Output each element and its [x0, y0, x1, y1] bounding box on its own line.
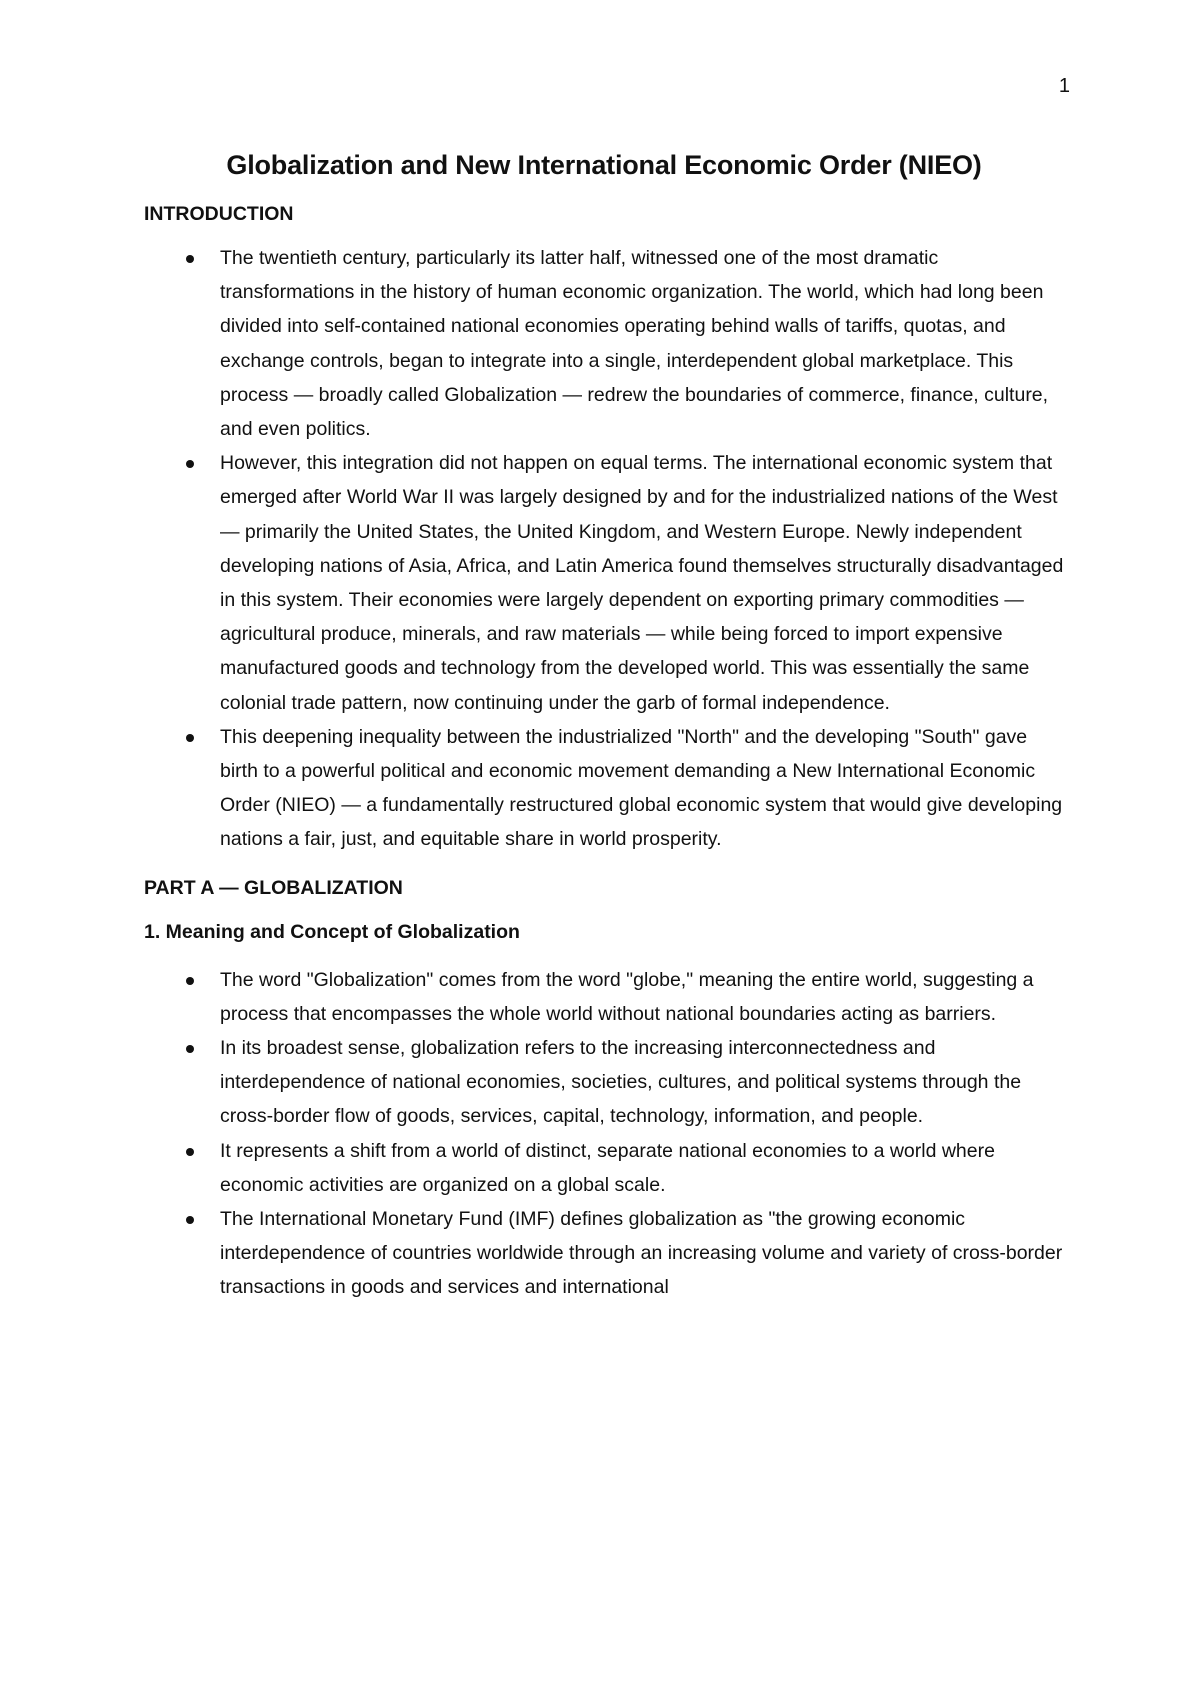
introduction-heading: INTRODUCTION — [144, 203, 294, 225]
part-a-heading: PART A — GLOBALIZATION — [144, 876, 403, 899]
list-item-text: This deepening inequality between the industrialized "North" and the developing "South" gave birth to a powerful political and economic movement demanding a New International Economic Order (NIEO) — a fundamentally restructured global economic system that would give developing nations a fair, just, and equitable share in world prosperity. — [220, 725, 1063, 851]
bullet-icon — [186, 1148, 194, 1156]
list-item-text: It represents a shift from a world of distinct, separate national economies to a world where economic activities are organized on a global scale. — [220, 1139, 995, 1196]
bullet-icon — [186, 734, 194, 742]
list-item — [144, 1134, 1064, 1202]
list-item-text: The twentieth century, particularly its latter half, witnessed one of the most dramatic transformations in the history of human economic organization. The world, which had long been divided into self-contained national economies operating behind walls of tariffs, quotas, and exchange controls, began to integrate into a single, interdependent global marketplace. This process — broadly called Globalization — redrew the boundaries of commerce, finance, culture, and even politics. — [220, 247, 1049, 441]
list-item-text: The International Monetary Fund (IMF) defines globalization as "the growing economic interdependence of countries worldwide through an increasing volume and variety of cross-border transactions in goods and services and international — [220, 1208, 1063, 1299]
section-1-heading: 1. Meaning and Concept of Globalization — [144, 920, 520, 943]
page-number: 1 — [1058, 75, 1070, 97]
introduction-list — [144, 241, 1064, 857]
list-item — [144, 1202, 1064, 1305]
list-item — [144, 720, 1064, 857]
list-item — [144, 963, 1064, 1031]
list-item-text: In its broadest sense, globalization refers to the increasing interconnectedness and interdependence of national economies, societies, cultures, and political systems through the cross-border flow of goods, services, capital, technology, information, and people. — [220, 1037, 1022, 1128]
bullet-icon — [186, 1045, 194, 1053]
document-title: Globalization and New International Economic Order (NIEO) — [226, 150, 982, 180]
bullet-icon — [186, 977, 194, 985]
list-item — [144, 241, 1064, 446]
section-1-list — [144, 963, 1064, 1305]
bullet-icon — [186, 255, 194, 263]
list-item — [144, 446, 1064, 720]
list-item — [144, 1031, 1064, 1134]
document-body — [144, 145, 1064, 1305]
list-item-text: The word "Globalization" comes from the word "globe," meaning the entire world, suggesting a process that encompasses the whole world without national boundaries acting as barriers. — [220, 968, 1034, 1025]
bullet-icon — [186, 460, 194, 468]
bullet-icon — [186, 1216, 194, 1224]
list-item-text: However, this integration did not happen on equal terms. The international economic system that emerged after World War II was largely designed by and for the industrialized nations of the West — primarily the United States, the United Kingdom, and Western Europe. Newly independent developing nations of Asia, Africa, and Latin America found themselves structurally disadvantaged in this system. Their economies were largely dependent on exporting primary commodities — agricultural produce, minerals, and raw materials — while being forced to import expensive manufactured goods and technology from the developed world. This was essentially the same colonial trade pattern, now continuing under the garb of formal independence. — [220, 452, 1064, 714]
